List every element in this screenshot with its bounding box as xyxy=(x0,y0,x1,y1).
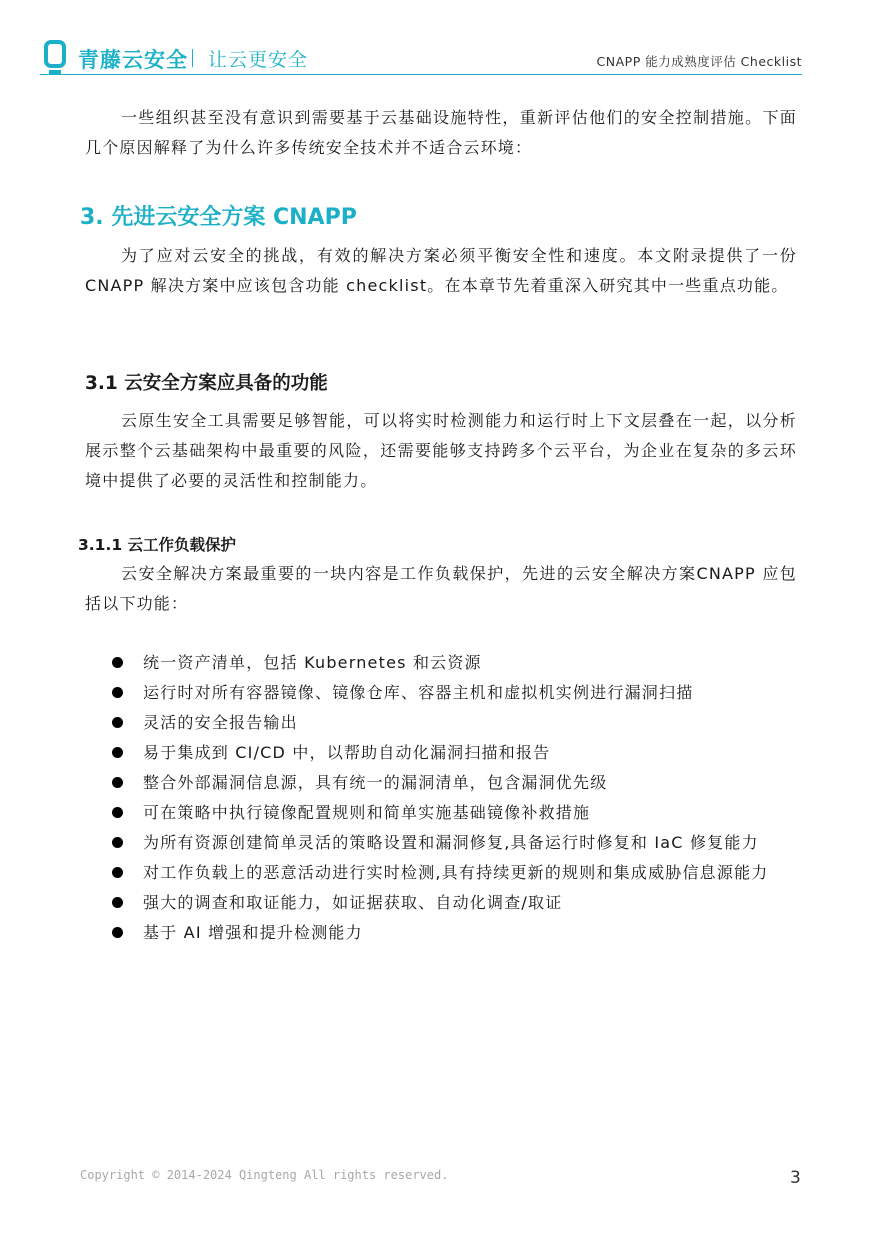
bullet-dot-icon xyxy=(112,747,123,758)
bullet-dot-icon xyxy=(112,837,123,848)
list-item: 对工作负载上的恶意活动进行实时检测,具有持续更新的规则和集成威胁信息源能力 xyxy=(110,858,800,888)
page-header xyxy=(40,36,802,76)
list-item: 易于集成到 CI/CD 中，以帮助自动化漏洞扫描和报告 xyxy=(110,738,800,768)
section-3-1-1-paragraph: 云安全解决方案最重要的一块内容是工作负载保护，先进的云安全解决方案CNAPP 应包括以下功能： xyxy=(85,564,797,613)
list-item: 可在策略中执行镜像配置规则和简单实施基础镜像补救措施 xyxy=(110,798,800,828)
bullet-dot-icon xyxy=(112,657,123,668)
section-3-1-1-heading: 3.1.1 云工作负载保护 xyxy=(78,536,237,554)
brand-divider xyxy=(192,49,193,67)
section-3-1-heading: 3.1 云安全方案应具备的功能 xyxy=(85,373,328,394)
list-item: 灵活的安全报告输出 xyxy=(110,708,800,738)
header-divider xyxy=(40,74,802,75)
section-3-heading: 3. 先进云安全方案 CNAPP xyxy=(80,205,357,230)
bullet-dot-icon xyxy=(112,717,123,728)
page-number: 3 xyxy=(790,1168,801,1188)
intro-paragraph: 一些组织甚至没有意识到需要基于云基础设施特性，重新评估他们的安全控制措施。下面几个原因解释了为什么许多传统安全技术并不适合云环境： xyxy=(85,108,797,157)
list-item: 基于 AI 增强和提升检测能力 xyxy=(110,918,800,948)
qingteng-logo-icon xyxy=(44,40,66,76)
list-item: 为所有资源创建简单灵活的策略设置和漏洞修复,具备运行时修复和 IaC 修复能力 xyxy=(110,828,800,858)
document-title: CNAPP 能力成熟度评估 Checklist xyxy=(596,54,802,69)
brand-name: 青藤云安全 xyxy=(78,48,188,72)
list-item: 整合外部漏洞信息源，具有统一的漏洞清单，包含漏洞优先级 xyxy=(110,768,800,798)
capability-list xyxy=(110,648,800,948)
section-3-1-paragraph: 云原生安全工具需要足够智能，可以将实时检测能力和运行时上下文层叠在一起，以分析展示整个云基础架构中最重要的风险，还需要能够支持跨多个云平台，为企业在复杂的多云环境中提供了必要的灵活性和控制能力。 xyxy=(85,411,797,490)
bullet-dot-icon xyxy=(112,867,123,878)
list-item: 强大的调查和取证能力，如证据获取、自动化调查/取证 xyxy=(110,888,800,918)
copyright-notice: Copyright © 2014-2024 Qingteng All rights reserved. xyxy=(80,1168,449,1182)
section-3-paragraph: 为了应对云安全的挑战，有效的解决方案必须平衡安全性和速度。本文附录提供了一份 CNAPP 解决方案中应该包含功能 checklist。在本章节先着重深入研究其中一些重点功能。 xyxy=(85,246,797,295)
brand-slogan: 让云更安全 xyxy=(208,49,309,71)
list-item: 统一资产清单，包括 Kubernetes 和云资源 xyxy=(110,648,800,678)
bullet-dot-icon xyxy=(112,927,123,938)
bullet-dot-icon xyxy=(112,807,123,818)
bullet-dot-icon xyxy=(112,687,123,698)
bullet-dot-icon xyxy=(112,897,123,908)
list-item: 运行时对所有容器镜像、镜像仓库、容器主机和虚拟机实例进行漏洞扫描 xyxy=(110,678,800,708)
bullet-dot-icon xyxy=(112,777,123,788)
